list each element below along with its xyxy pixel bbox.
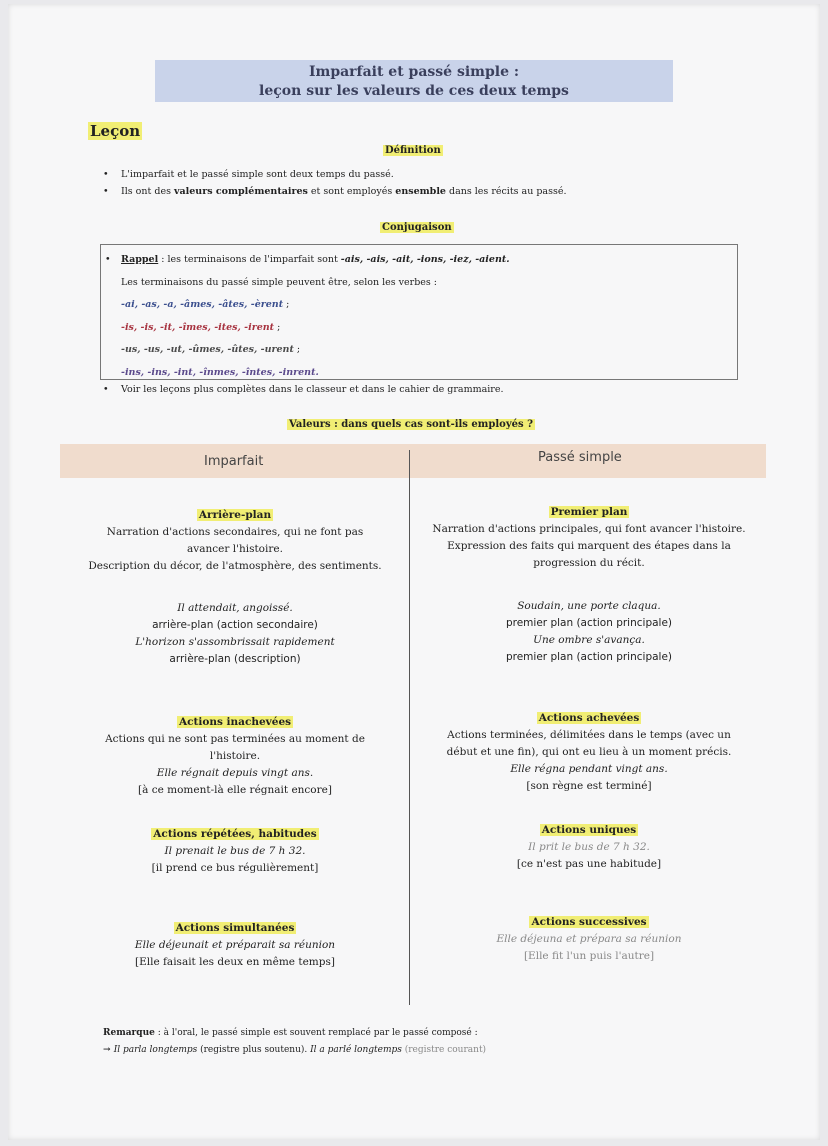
endings-in: -ins, -ins, -int, -înmes, -întes, -inrent. <box>121 366 319 378</box>
column-divider <box>409 450 410 1005</box>
premier-plan-title: Premier plan <box>550 506 628 518</box>
definition-item-1: • L'imparfait et le passé simple sont deux temps du passé. <box>103 166 567 183</box>
arriere-plan-examples: Il attendait, angoissé. arrière-plan (action secondaire) L'horizon s'assombrissait rapidement arrière-plan (description) <box>135 602 335 665</box>
lecon-heading: Leçon <box>90 122 141 140</box>
inachevees-title: Actions inachevées <box>178 716 292 728</box>
inachevees-block: Actions inachevées Actions qui ne sont pas terminées au moment de l'histoire. Elle régnait depuis vingt ans. [à ce moment-là elle régnait encore] <box>105 716 365 796</box>
remarque-line: Remarque : à l'oral, le passé simple est souvent remplacé par le passé composé : <box>103 1028 478 1038</box>
title-banner <box>155 60 673 102</box>
endings-i: -is, -is, -it, -îmes, -ites, -irent ; <box>121 321 281 333</box>
simultanees-block: Actions simultanées Elle déjeunait et préparait sa réunion [Elle faisait les deux en même temps] <box>134 922 336 968</box>
voir-note: • Voir les leçons plus complètes dans le classeur et dans le cahier de grammaire. <box>103 384 503 395</box>
definition-item-2: • Ils ont des valeurs complémentaires et sont employés ensemble dans les récits au passé. <box>103 183 567 200</box>
premier-plan-block: Premier plan Narration d'actions principales, qui font avancer l'histoire. Expression des faits qui marquent des étapes dans la progression du récit. <box>432 506 746 569</box>
imparfait-column-title: Imparfait <box>204 454 264 469</box>
title-line-2: leçon sur les valeurs de ces deux temps <box>259 83 569 99</box>
repetees-block: Actions répétées, habitudes Il prenait le bus de 7 h 32. [il prend ce bus régulièrement] <box>151 828 319 874</box>
simultanees-title: Actions simultanées <box>175 922 295 934</box>
repetees-title: Actions répétées, habitudes <box>153 828 317 840</box>
remarque-block <box>103 1025 486 1059</box>
conjugaison-box <box>100 244 738 380</box>
rappel-line: • Rappel : les terminaisons de l'imparfait sont -ais, -ais, -ait, -ions, -iez, -aient. <box>121 249 737 272</box>
title-line-1: Imparfait et passé simple : <box>308 64 520 80</box>
uniques-title: Actions uniques <box>541 824 637 836</box>
definition-list <box>103 166 567 200</box>
valeurs-heading: Valeurs : dans quels cas sont-ils employés ? <box>289 419 533 430</box>
achevees-title: Actions achevées <box>538 712 640 724</box>
columns-header <box>60 444 766 478</box>
passe-simple-intro: Les terminaisons du passé simple peuvent être, selon les verbes : <box>121 276 438 288</box>
remarque-example: → Il parla longtemps (registre plus soutenu). Il a parlé longtemps (registre courant) <box>103 1045 487 1055</box>
definition-heading: Définition <box>385 145 441 156</box>
endings-u: -us, -us, -ut, -ûmes, -ûtes, -urent ; <box>121 344 301 355</box>
endings-a: -ai, -as, -a, -âmes, -âtes, -èrent ; <box>121 299 290 310</box>
successives-title: Actions successives <box>531 916 647 928</box>
passe-simple-column-title: Passé simple <box>538 450 622 465</box>
conjugaison-heading: Conjugaison <box>382 222 452 233</box>
uniques-block: Actions uniques Il prit le bus de 7 h 32. [ce n'est pas une habitude] <box>516 824 662 870</box>
successives-block: Actions successives Elle déjeuna et prépara sa réunion [Elle fit l'un puis l'autre] <box>496 916 682 962</box>
arriere-plan-block: Arrière-plan Narration d'actions secondaires, qui ne font pas avancer l'histoire. Description du décor, de l'atmosphère, des sentiments. <box>88 509 382 572</box>
arriere-plan-title: Arrière-plan <box>198 509 272 521</box>
premier-plan-examples: Soudain, une porte claqua. premier plan (action principale) Une ombre s'avança. premier plan (action principale) <box>505 600 673 663</box>
achevees-block: Actions achevées Actions terminées, délimitées dans le temps (avec un début et une fin), qui ont eu lieu à un moment précis. Elle régna pendant vingt ans. [son règne est terminé] <box>446 712 732 792</box>
